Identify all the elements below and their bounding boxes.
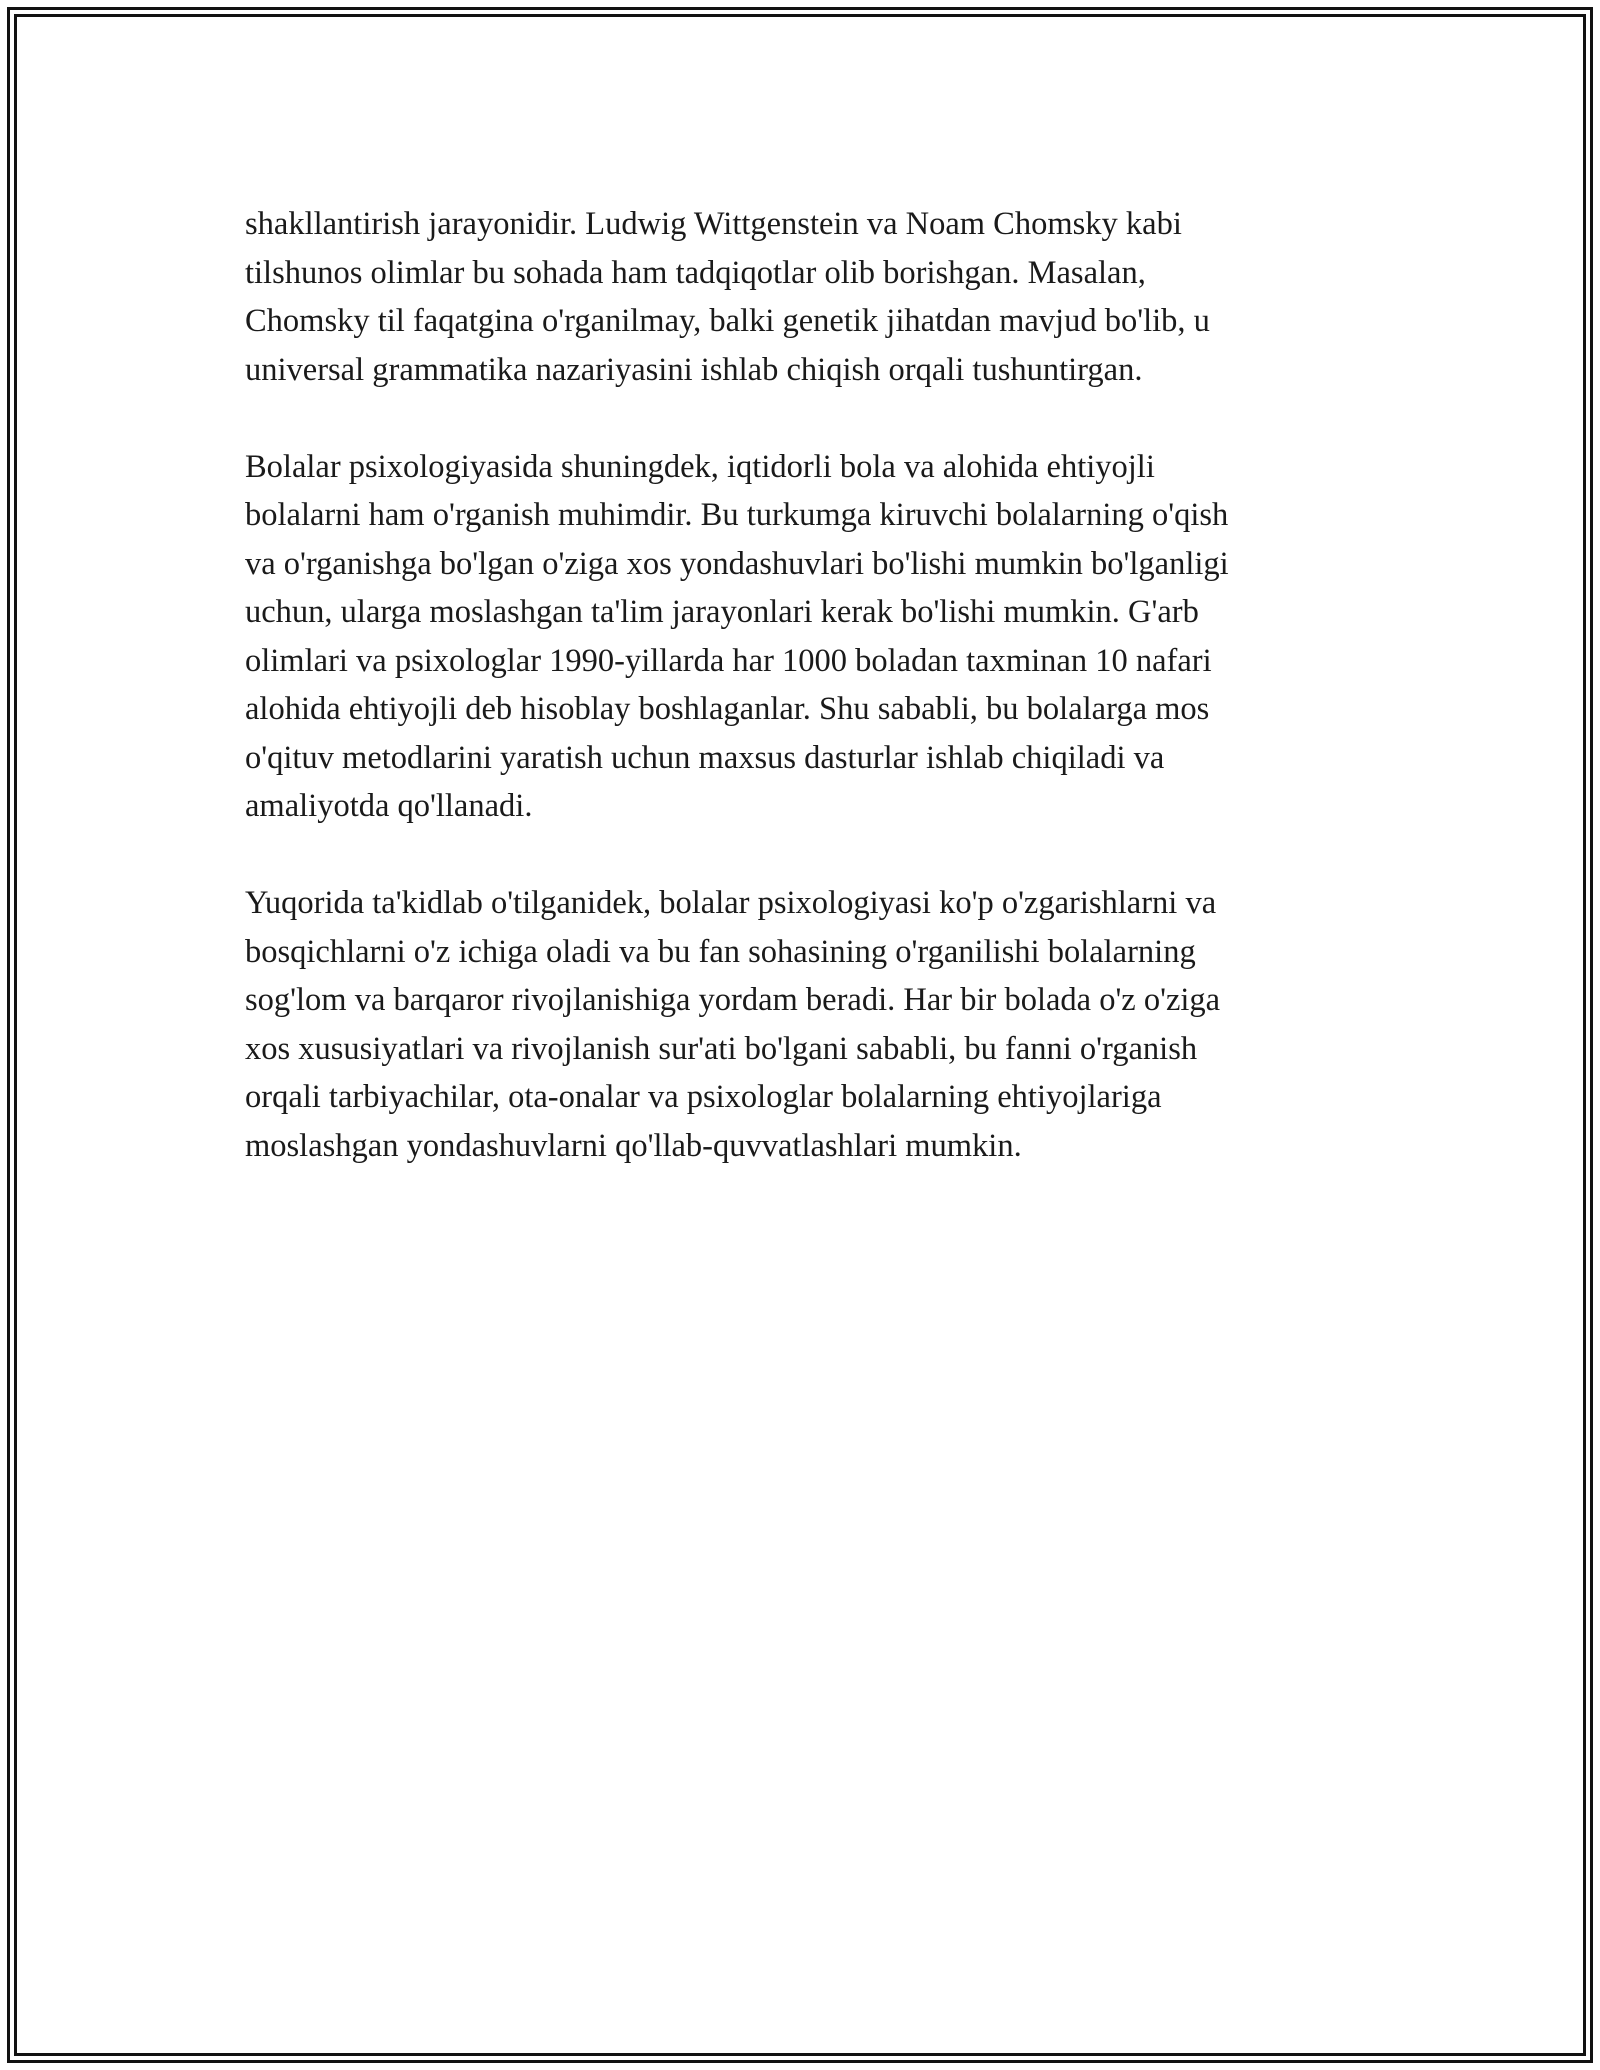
paragraph-line: moslashgan yondashuvlarni qo'llab-quvvatlashlari mumkin. <box>245 1127 1022 1164</box>
page-border <box>7 7 1593 2063</box>
paragraph-2 <box>245 443 1375 831</box>
paragraph-line: orqali tarbiyachilar, ota-onalar va psixologlar bolalarning ehtiyojlariga <box>245 1079 1162 1115</box>
paragraph-line: Chomsky til faqatgina o'rganilmay, balki genetik jihatdan mavjud bo'lib, u <box>245 303 1210 339</box>
document-body <box>245 200 1375 1219</box>
paragraph-line: uchun, ularga moslashgan ta'lim jarayonlari kerak bo'lishi mumkin. G'arb <box>245 594 1199 630</box>
paragraph-line: va o'rganishga bo'lgan o'ziga xos yondashuvlari bo'lishi mumkin bo'lganligi <box>245 545 1229 582</box>
paragraph-line: alohida ehtiyojli deb hisoblay boshlaganlar. Shu sababli, bu bolalarga mos <box>245 691 1210 727</box>
paragraph-line: bosqichlarni o'z ichiga oladi va bu fan sohasining o'rganilishi bolalarning <box>245 933 1196 970</box>
paragraph-line: bolalarni ham o'rganish muhimdir. Bu turkumga kiruvchi bolalarning o'qish <box>245 497 1229 533</box>
paragraph-line: xos xususiyatlari va rivojlanish sur'ati bo'lgani sababli, bu fanni o'rganish <box>245 1030 1198 1067</box>
paragraph-1 <box>245 200 1375 394</box>
paragraph-line: Yuqorida ta'kidlab o'tilganidek, bolalar psixologiyasi ko'p o'zgarishlarni va <box>245 885 1217 921</box>
paragraph-line: amaliyotda qo'llanadi. <box>245 788 533 824</box>
paragraph-line: Bolalar psixologiyasida shuningdek, iqtidorli bola va alohida ehtiyojli <box>245 448 1155 485</box>
paragraph-line: shakllantirish jarayonidir. Ludwig Wittgenstein va Noam Chomsky kabi <box>245 206 1182 242</box>
paragraph-line: universal grammatika nazariyasini ishlab chiqish orqali tushuntirgan. <box>245 351 1143 388</box>
paragraph-line: tilshunos olimlar bu sohada ham tadqiqotlar olib borishgan. Masalan, <box>245 254 1146 291</box>
paragraph-line: olimlari va psixologlar 1990-yillarda har 1000 boladan taxminan 10 nafari <box>245 642 1212 679</box>
paragraph-3 <box>245 879 1375 1170</box>
paragraph-line: o'qituv metodlarini yaratish uchun maxsus dasturlar ishlab chiqiladi va <box>245 739 1165 776</box>
paragraph-line: sog'lom va barqaror rivojlanishiga yordam beradi. Har bir bolada o'z o'ziga <box>245 982 1221 1018</box>
